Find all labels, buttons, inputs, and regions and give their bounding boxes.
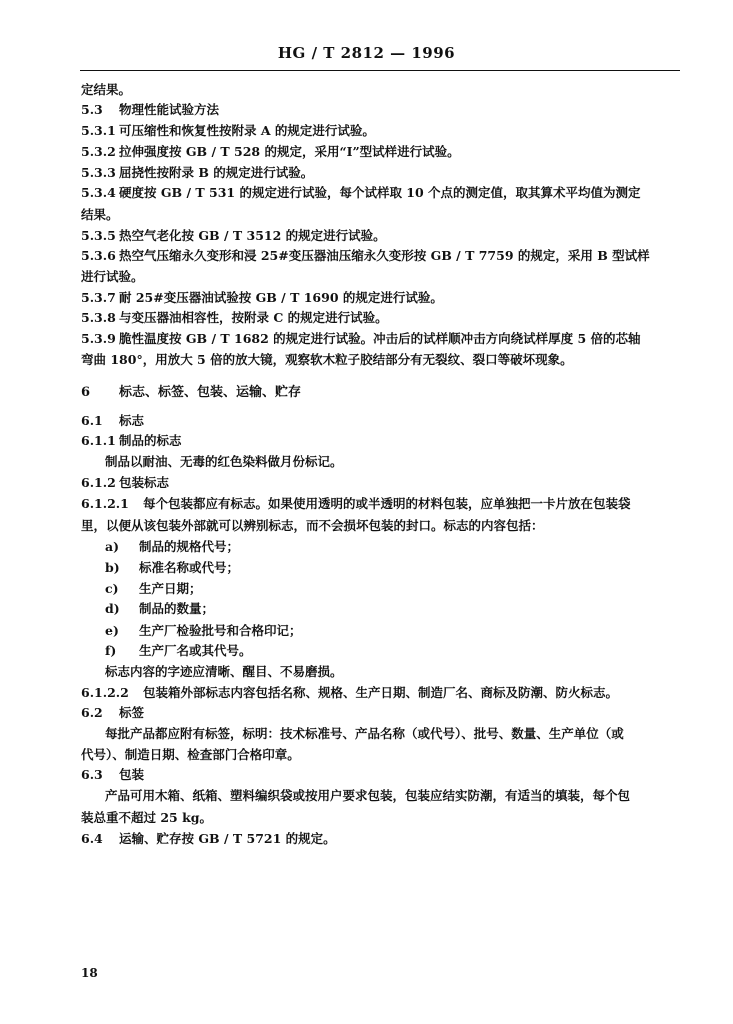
list-marker: d) [105, 601, 120, 616]
line-text: 运输、贮存按 GB / T 5721 的规定。 [119, 831, 336, 846]
clause-number: 6.1.2.1 [81, 496, 129, 511]
line-text: 制品以耐油、无毒的红色染料做月份标记。 [105, 454, 343, 469]
clause-line [81, 683, 681, 701]
list-item [81, 599, 705, 617]
line-text: 热空气压缩永久变形和浸 25#变压器油压缩永久变形按 GB / T 7759 的规定，采用 B 型试样 [119, 248, 650, 263]
line-text: 标志、标签、包装、运输、贮存 [119, 385, 302, 400]
line-text: 制品的标志 [119, 433, 182, 448]
clause-number: 5.3.8 [81, 310, 116, 325]
clause-number: 5.3.6 [81, 248, 116, 263]
list-marker: c) [105, 581, 119, 596]
line-text: 屈挠性按附录 B 的规定进行试验。 [119, 165, 314, 180]
clause-line [81, 329, 681, 347]
text-line [81, 662, 705, 680]
text-line [81, 350, 681, 368]
clause-number: 6 [81, 385, 91, 400]
clause-number: 5.3.5 [81, 228, 116, 243]
standard-code-header: HG / T 2812 — 1996 [277, 44, 456, 62]
list-marker: e) [105, 623, 119, 638]
clause-line [81, 183, 681, 201]
clause-number: 6.1.2 [81, 475, 116, 490]
line-text: 包装箱外部标志内容包括名称、规格、生产日期、制造厂名、商标及防潮、防火标志。 [143, 685, 619, 700]
clause-line [81, 100, 681, 118]
text-line [81, 80, 681, 98]
clause-number: 6.1.1 [81, 433, 116, 448]
list-item [81, 579, 705, 597]
clause-line [81, 411, 681, 429]
clause-line [81, 121, 681, 139]
clause-number: 5.3.2 [81, 144, 116, 159]
clause-line [81, 703, 681, 721]
clause-number: 6.1 [81, 413, 103, 428]
line-text: 脆性温度按 GB / T 1682 的规定进行试验。冲击后的试样顺冲击方向绕试样厚度 5 倍的芯轴 [119, 331, 641, 346]
text-line [81, 745, 681, 763]
clause-number: 6.2 [81, 705, 103, 720]
list-marker: f) [105, 643, 117, 658]
header-rule [80, 70, 680, 71]
line-text: 标志 [119, 413, 145, 428]
line-text: 可压缩性和恢复性按附录 A 的规定进行试验。 [119, 123, 375, 138]
line-text: 物理性能试验方法 [119, 102, 220, 117]
line-text: 装总重不超过 25 kg。 [81, 810, 213, 825]
clause-line [81, 142, 681, 160]
line-text: 包装 [119, 767, 145, 782]
line-text: 生产日期； [139, 581, 202, 596]
list-marker: a) [105, 539, 120, 554]
list-item [81, 558, 705, 576]
clause-line [81, 765, 681, 783]
clause-line [81, 246, 681, 264]
clause-line [81, 829, 681, 847]
clause-number: 6.1.2.2 [81, 685, 129, 700]
line-text: 热空气老化按 GB / T 3512 的规定进行试验。 [119, 228, 386, 243]
clause-line [81, 473, 681, 491]
line-text: 定结果。 [81, 82, 132, 97]
line-text: 里，以便从该包装外部就可以辨别标志，而不会损坏包装的封口。标志的内容包括： [81, 518, 544, 533]
line-text: 与变压器油相容性，按附录 C 的规定进行试验。 [119, 310, 388, 325]
text-line [81, 724, 705, 742]
text-line [81, 452, 705, 470]
text-line [81, 786, 705, 804]
clause-number: 6.3 [81, 767, 103, 782]
clause-number: 6.4 [81, 831, 103, 846]
line-text: 制品的规格代号； [139, 539, 240, 554]
clause-line [81, 308, 681, 326]
list-marker: b) [105, 560, 120, 575]
line-text: 制品的数量； [139, 601, 215, 616]
page-number: 18 [81, 966, 98, 980]
line-text: 每批产品都应附有标签，标明：技术标准号、产品名称（或代号）、批号、数量、生产单位（或 [105, 726, 624, 741]
clause-line [81, 431, 681, 449]
clause-line [81, 494, 681, 512]
clause-number: 5.3.3 [81, 165, 116, 180]
text-line [81, 205, 681, 223]
line-text: 生产厂检验批号和合格印记； [139, 623, 302, 638]
list-item [81, 621, 705, 639]
clause-number: 5.3.7 [81, 290, 116, 305]
clause-number: 5.3 [81, 102, 103, 117]
list-item [81, 537, 705, 555]
line-text: 代号）、制造日期、检查部门合格印章。 [81, 747, 300, 762]
line-text: 标签 [119, 705, 145, 720]
line-text: 进行试验。 [81, 269, 144, 284]
clause-line [81, 163, 681, 181]
clause-line [81, 381, 681, 400]
line-text: 耐 25#变压器油试验按 GB / T 1690 的规定进行试验。 [119, 290, 443, 305]
clause-line [81, 226, 681, 244]
line-text: 拉伸强度按 GB / T 528 的规定，采用“Ⅰ”型试样进行试验。 [119, 144, 460, 159]
clause-number: 5.3.4 [81, 185, 116, 200]
line-text: 包装标志 [119, 475, 170, 490]
line-text: 生产厂名或其代号。 [139, 643, 252, 658]
list-item [81, 641, 705, 659]
clause-number: 5.3.1 [81, 123, 116, 138]
text-line [81, 267, 681, 285]
line-text: 每个包装都应有标志。如果使用透明的或半透明的材料包装，应单独把一卡片放在包装袋 [143, 496, 631, 511]
clause-number: 5.3.9 [81, 331, 116, 346]
line-text: 标准名称或代号； [139, 560, 240, 575]
line-text: 结果。 [81, 207, 119, 222]
line-text: 硬度按 GB / T 531 的规定进行试验，每个试样取 10 个点的测定值，取其算术平均值为测定 [119, 185, 641, 200]
line-text: 产品可用木箱、纸箱、塑料编织袋或按用户要求包装，包装应结实防潮，有适当的填装，每个包 [105, 788, 631, 803]
clause-line [81, 288, 681, 306]
line-text: 标志内容的字迹应清晰、醒目、不易磨损。 [105, 664, 343, 679]
text-line [81, 808, 681, 826]
line-text: 弯曲 180°，用放大 5 倍的放大镜，观察软木粒子胶结部分有无裂纹、裂口等破坏现象。 [81, 352, 573, 367]
text-line [81, 516, 681, 534]
